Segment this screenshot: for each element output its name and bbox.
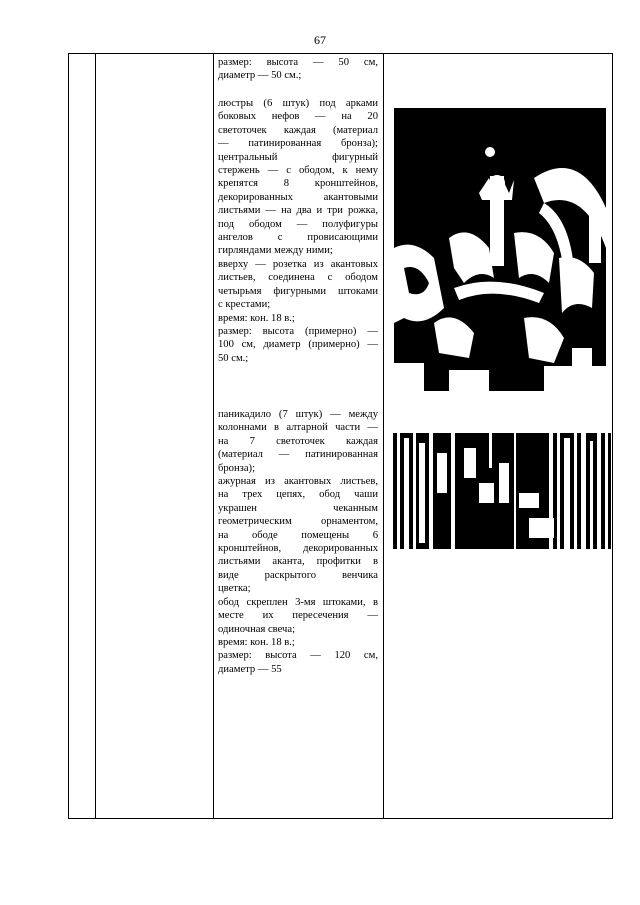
description-line: вверху — розетка из акантовых	[218, 258, 378, 270]
description-line: (материал — патинированная	[218, 449, 378, 461]
description-block-panikadilo	[218, 408, 378, 676]
table-right-border	[612, 53, 613, 819]
description-line: светоточек каждая (материал	[218, 124, 378, 136]
description-line: крепятся 8 кронштейнов,	[218, 178, 378, 190]
description-line: виде раскрытого венчика	[218, 569, 378, 581]
description-line: с крестами;	[218, 299, 271, 311]
description-line: украшен чеканным	[218, 502, 378, 514]
description-line: люстры (6 штук) под арками	[218, 98, 378, 109]
description-line: кронштейнов, декорированных	[218, 543, 378, 555]
column-divider	[95, 53, 96, 819]
description-line: листьями — на два и три рожка,	[218, 205, 378, 217]
description-line: бронза);	[218, 462, 256, 474]
column-divider	[383, 53, 384, 819]
description-line: декорированных акантовыми	[218, 191, 378, 203]
description-line: месте их пересечения —	[218, 610, 378, 622]
description-line: центральный фигурный	[218, 151, 378, 163]
description-line: на ободе помещены 6	[218, 529, 378, 541]
page-number: 67	[314, 33, 326, 47]
description-line: размер: высота — 120 см,	[218, 650, 378, 662]
description-line: колоннами в алтарной части —	[218, 422, 378, 434]
description-line: четырьмя фигурными штоками	[218, 285, 378, 297]
description-line: размер: высота (примерно) —	[218, 325, 378, 337]
description-line: одиночная свеча;	[218, 623, 296, 635]
description-line: на 7 светоточек каждая	[218, 435, 378, 447]
description-line: геометрическим орнаментом,	[218, 516, 378, 528]
description-line: листьями аканта, профитки в	[218, 556, 378, 568]
description-line: ажурная из акантовых листьев,	[218, 476, 378, 488]
panikadilo-photo	[389, 433, 611, 549]
description-line: 50 см.;	[218, 352, 249, 364]
description-block-chandeliers	[218, 97, 378, 365]
description-line: на трех цепях, обод чаши	[218, 489, 378, 501]
description-line: боковых нефов — на 20	[218, 111, 378, 123]
description-line: размер: высота — 50 см,	[218, 57, 378, 68]
description-line: 100 см, диаметр (примерно) —	[218, 339, 378, 351]
description-line: стержень — с ободом, к нему	[218, 165, 378, 177]
description-line: диаметр — 55	[218, 663, 282, 675]
description-line: паникадило (7 штук) — между	[218, 409, 378, 420]
description-line: листьев, соединена с ободом	[218, 272, 378, 284]
description-line: ангелов с провисающими	[218, 232, 378, 244]
description-line: цветка;	[218, 583, 251, 595]
column-divider	[213, 53, 214, 819]
description-line: время: кон. 18 в.;	[218, 312, 295, 324]
description-line: гирляндами между ними;	[218, 245, 333, 257]
description-line: диаметр — 50 см.;	[218, 70, 302, 82]
description-line: под ободом — полуфигуры	[218, 218, 378, 230]
description-line: время: кон. 18 в.;	[218, 636, 295, 648]
description-line: — патинированная бронза);	[218, 138, 378, 150]
description-block-size	[218, 56, 378, 83]
description-line: обод скреплен 3-мя штоками, в	[218, 596, 378, 608]
table-left-border	[68, 53, 69, 819]
table-top-border	[68, 53, 613, 54]
table-bottom-border	[68, 818, 613, 819]
chandelier-photo	[394, 108, 606, 391]
